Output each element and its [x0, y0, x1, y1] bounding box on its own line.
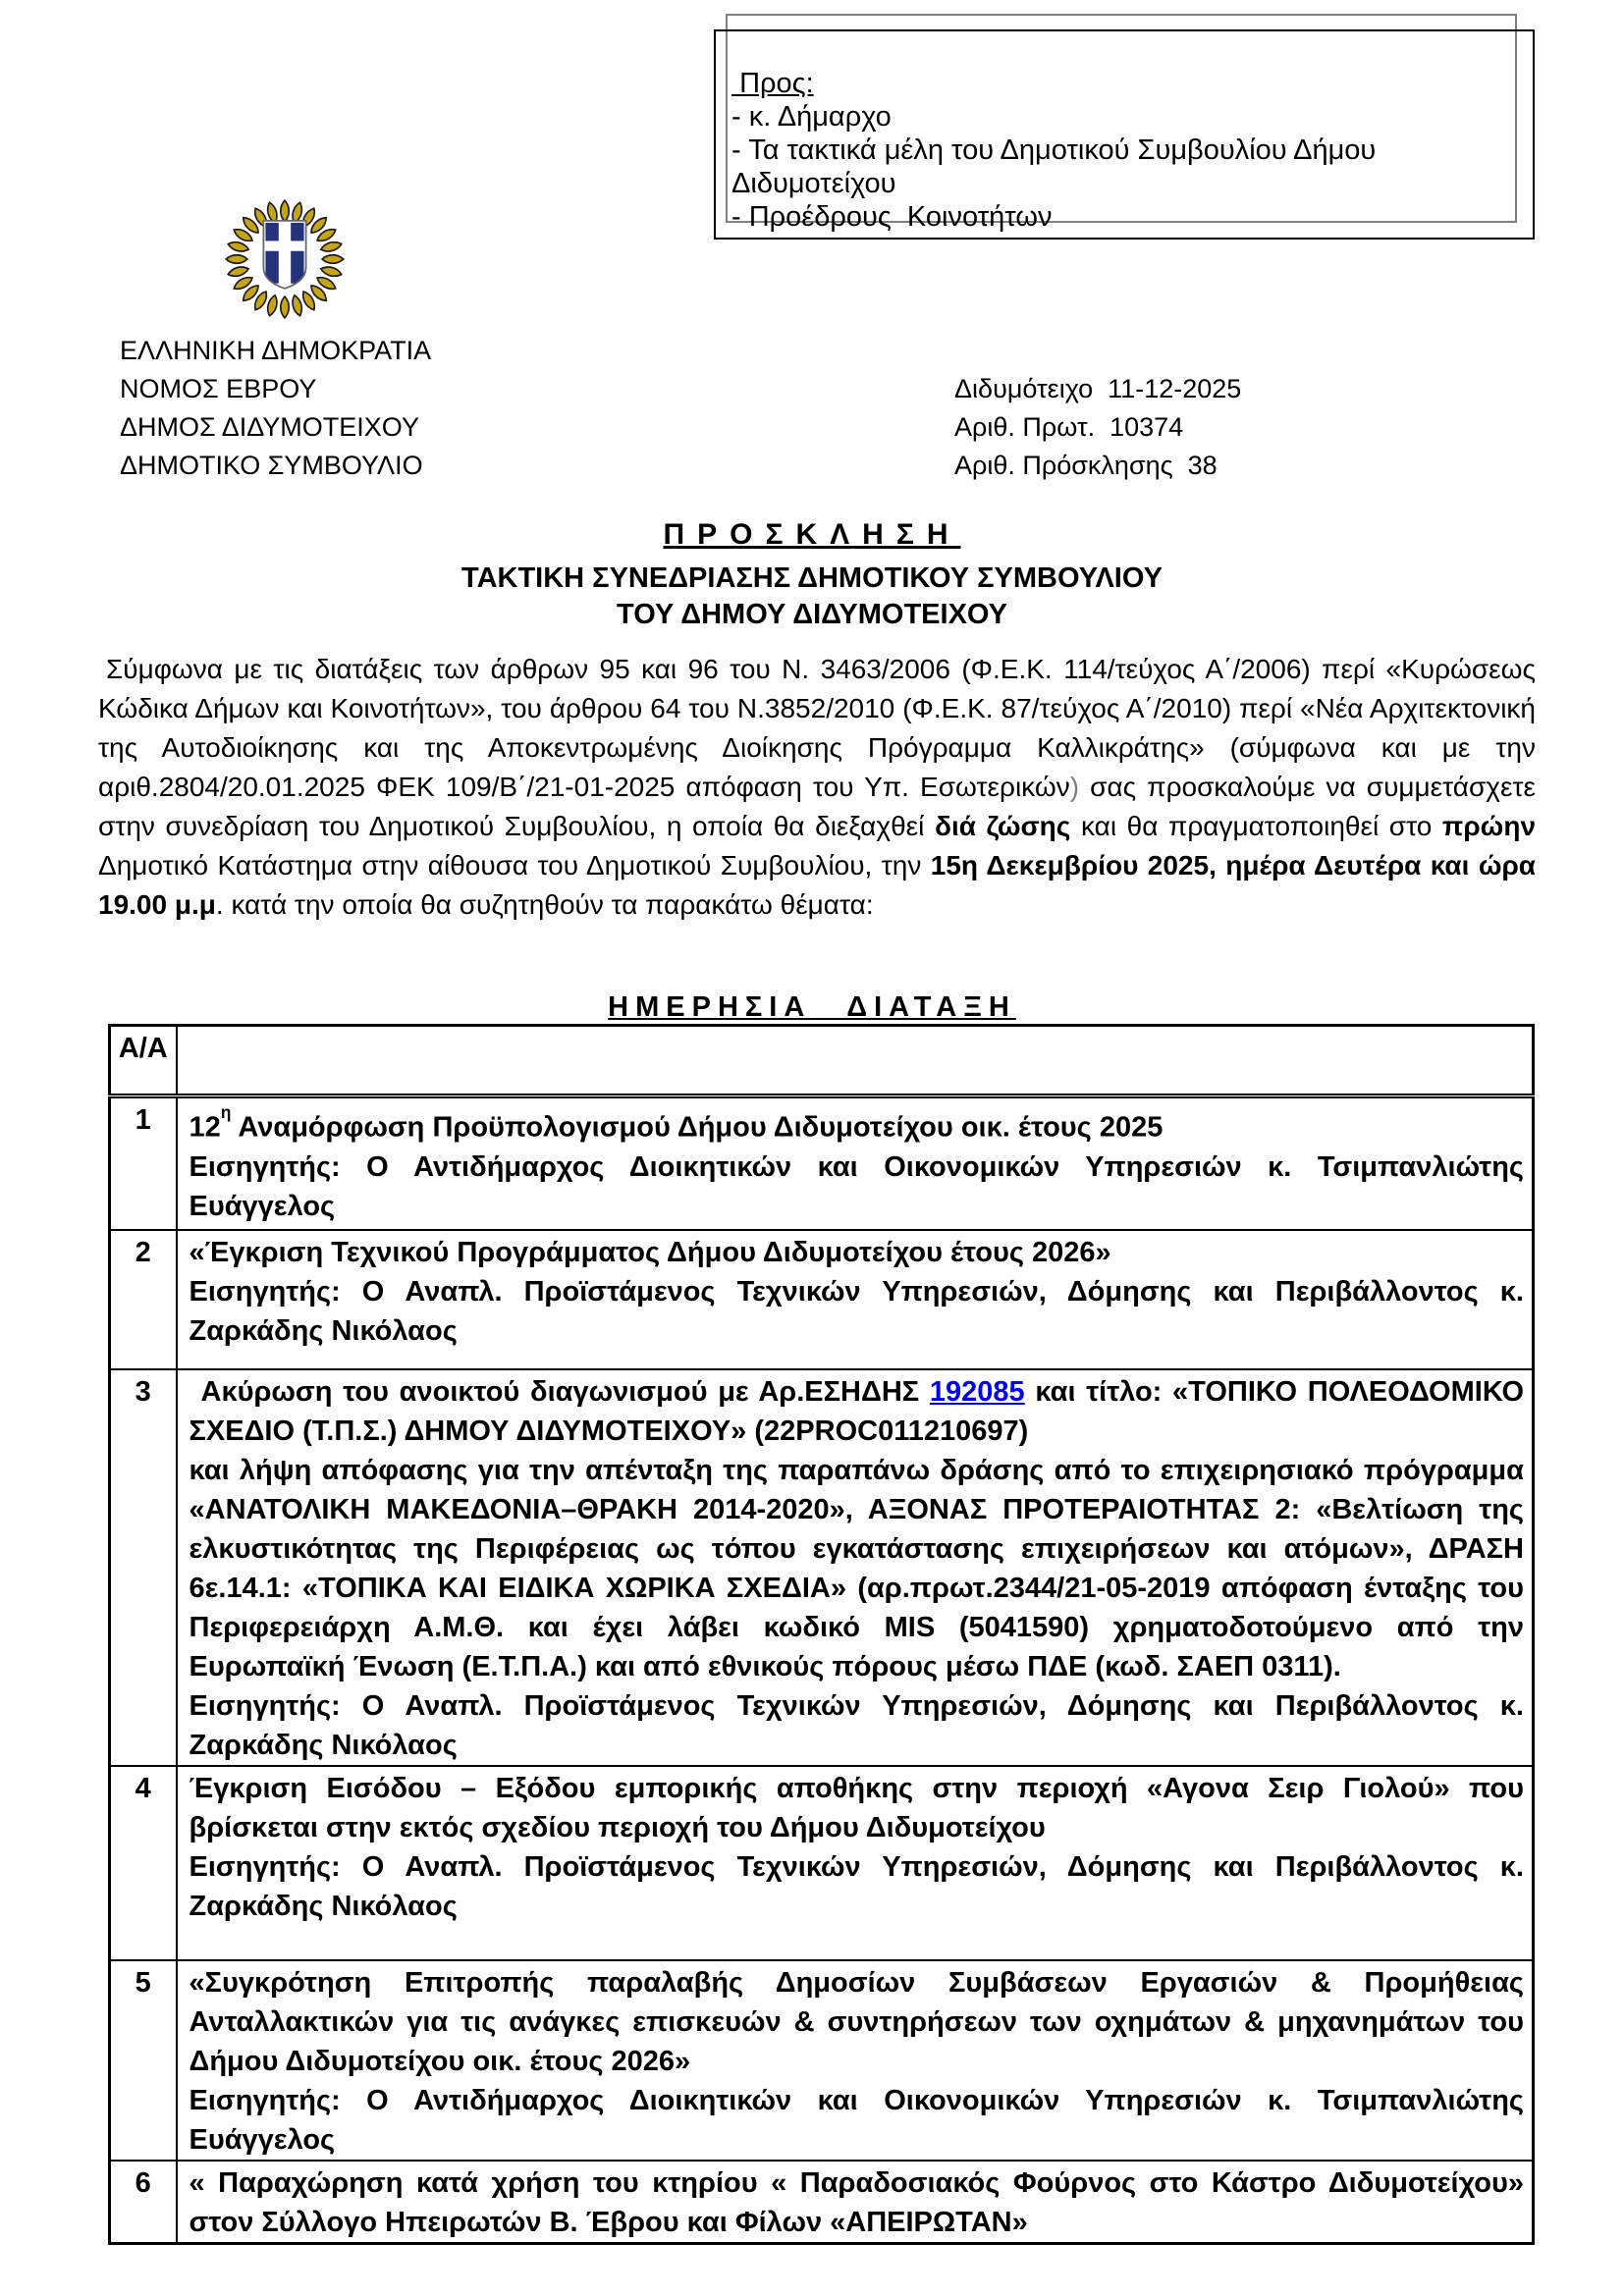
- org-line-prefecture: ΝΟΜΟΣ ΕΒΡΟΥ: [120, 374, 317, 403]
- agenda-item-title: Έγκριση Εισόδου – Εξόδου εμπορικής αποθήκης στην περιοχή «Αγονα Σειρ Γιολού» που βρίσκεται στην εκτός σχεδίου περιοχή του Δήμου Διδυμοτείχου: [189, 1772, 1524, 1843]
- agenda-item-number: 5: [110, 1960, 177, 2161]
- agenda-item-title-text: Αναμόρφωση Προϋπολογισμού Δήμου Διδυμοτείχου οικ. έτους 2025: [231, 1111, 1164, 1144]
- table-row: [110, 1230, 1534, 1369]
- agenda-item-cell: [177, 1960, 1534, 2161]
- document-title-text: ΠΡΟΣΚΛΗΣΗ: [663, 518, 961, 551]
- recipient-label-underlined: Προς:: [731, 68, 814, 99]
- intro-segment: Σύμφωνα με τις διατάξεις των άρθρων 95 και 96 του Ν. 3463/2006 (Φ.Ε.Κ. 114/τεύχος Α΄/2006) περί «Κυρώσεως Κώδικα Δήμων και Κοινοτήτων», του άρθρου 64 του Ν.3852/2010 (Φ.Ε.Κ. 87/τεύχος Α΄/2010) περί «Νέα Αρχιτεκτονική της Αυτοδιοίκησης και της Αποκεντρωμένης Διοίκησης Πρόγραμμα Καλλικράτης» (σύμφωνα και με την αριθ.2804/20.01.2025 ΦΕΚ 109/Β΄/21-01-2025 απόφαση του Υπ. Εσωτερικών: [98, 654, 1536, 802]
- org-line-republic: ΕΛΛΗΝΙΚΗ ΔΗΜΟΚΡΑΤΙΑ: [120, 336, 432, 365]
- recipient-box: [714, 29, 1535, 240]
- title-block: [0, 518, 1624, 633]
- agenda-item-title: «Συγκρότηση Επιτροπής παραλαβής Δημοσίων Συμβάσεων Εργασιών & Προμήθειας Ανταλλακτικών για τις ανάγκες επισκευών & συντηρήσεων των οχημάτων & μηχανημάτων του Δήμου Διδυμοτείχου οικ. έτους 2026»: [189, 1966, 1524, 2077]
- document-subtitle-municipality: ΤΟΥ ΔΗΜΟΥ ΔΙΔΥΜΟΤΕΙΧΟΥ: [617, 599, 1007, 630]
- agenda-item-title: « Παραχώρηση κατά χρήση του κτηρίου « Παραδοσιακός Φούρνος στο Κάστρο Διδυμοτείχου» στον Σύλλογο Ηπειρωτών Β. Έβρου και Φίλων «ΑΠΕΙΡΩΤΑΝ»: [189, 2166, 1524, 2238]
- agenda-item-number: 4: [110, 1766, 177, 1960]
- table-row: [110, 1369, 1534, 1766]
- table-row: [110, 2161, 1534, 2244]
- agenda-item-number: 3: [110, 1369, 177, 1766]
- intro-bold-datetime: 15η Δεκεμβρίου 2025, ημέρα Δευτέρα και ώρα 19.00 μ.μ: [98, 850, 1537, 920]
- recipient-line-mayor: - κ. Δήμαρχο: [731, 101, 892, 133]
- intro-segment: σας προσκαλούμε να συμμετάσχετε στην συνεδρίαση του Δημοτικού Συμβουλίου, η οποία θα διεξαχθεί: [98, 772, 1536, 841]
- recipient-label: [731, 67, 1519, 100]
- agenda-item-rapporteur: Εισηγητής: Ο Αντιδήμαρχος Διοικητικών και Οικονομικών Υπηρεσιών κ. Τσιμπανλιώτης Ευάγγελος: [189, 2084, 1524, 2156]
- org-line-council: ΔΗΜΟΤΙΚΟ ΣΥΜΒΟΥΛΙΟ: [120, 451, 423, 480]
- agenda-item-cell: [177, 2161, 1534, 2244]
- agenda-item-cell: [177, 1096, 1534, 1230]
- org-line-municipality: ΔΗΜΟΣ ΔΙΔΥΜΟΤΕΙΧΟΥ: [120, 412, 419, 442]
- agenda-item-rapporteur: Εισηγητής: Ο Αναπλ. Προϊστάμενος Τεχνικών Υπηρεσιών, Δόμησης και Περιβάλλοντος κ. Ζαρκάδης Νικόλαος: [189, 1275, 1524, 1347]
- esidis-number-link[interactable]: 192085: [929, 1375, 1025, 1408]
- place-date-line: Διδυμότειχο 11-12-2025: [954, 374, 1242, 403]
- intro-segment: και θα πραγματοποιηθεί στο: [1070, 811, 1442, 841]
- recipient-line-members: - Τα τακτικά μέλη του Δημοτικού Συμβουλίου Δήμου Διδυμοτείχου: [731, 134, 1382, 199]
- cross-shield: [263, 221, 305, 289]
- agenda-item-cell: [177, 1230, 1534, 1369]
- agenda-item-title: «Έγκριση Τεχνικού Προγράμματος Δήμου Διδυμοτείχου έτους 2026»: [189, 1236, 1111, 1268]
- greek-coat-of-arms-emblem: [224, 192, 346, 326]
- intro-grey-paren: ): [1069, 772, 1080, 802]
- agenda-item-number: 1: [110, 1096, 177, 1230]
- table-row: [110, 1766, 1534, 1960]
- agenda-item-rapporteur: Εισηγητής: Ο Αναπλ. Προϊστάμενος Τεχνικών Υπηρεσιών, Δόμησης και Περιβάλλοντος κ. Ζαρκάδης Νικόλαος: [189, 1850, 1524, 1922]
- table-row: [110, 1960, 1534, 2161]
- agenda-heading-text: ΗΜΕΡΗΣΙΑ ΔΙΑΤΑΞΗ: [608, 991, 1016, 1023]
- agenda-item-number: 2: [110, 1230, 177, 1369]
- agenda-item-rapporteur: Εισηγητής: Ο Αντιδήμαρχος Διοικητικών και Οικονομικών Υπηρεσιών κ. Τσιμπανλιώτης Ευάγγελος: [189, 1150, 1524, 1222]
- table-row: [110, 1096, 1534, 1230]
- agenda-header-row: [110, 1026, 1534, 1096]
- intro-bold-former: πρώην: [1441, 811, 1537, 841]
- intro-paragraph: [98, 650, 1536, 925]
- agenda-item-title: [189, 1100, 1525, 1148]
- agenda-item-rapporteur: Εισηγητής: Ο Αναπλ. Προϊστάμενος Τεχνικών Υπηρεσιών, Δόμησης και Περιβάλλοντος κ. Ζαρκάδης Νικόλαος: [189, 1689, 1524, 1761]
- document-subtitle-session: ΤΑΚΤΙΚΗ ΣΥΝΕΔΡΙΑΣΗΣ ΔΗΜΟΤΙΚΟΥ ΣΥΜΒΟΥΛΙΟΥ: [461, 562, 1163, 594]
- agenda-heading: [0, 991, 1624, 1024]
- agenda-item-cell: [177, 1369, 1534, 1766]
- agenda-table: [108, 1024, 1535, 2245]
- recipient-line-presidents: - Προέδρους Κοινοτήτων: [731, 201, 1053, 233]
- invitation-number-line: Αριθ. Πρόσκλησης 38: [954, 451, 1218, 480]
- intro-segment: . κατά την οποία θα συζητηθούν τα παρακάτω θέματα:: [215, 889, 874, 920]
- agenda-item-body: και λήψη απόφασης για την απένταξη της παραπάνω δράσης από το επιχειρησιακό πρόγραμμα «ΑΝΑΤΟΛΙΚΗ ΜΑΚΕΔΟΝΙΑ–ΘΡΑΚΗ 2014-2020», ΑΞΟΝΑΣ ΠΡΟΤΕΡΑΙΟΤΗΤΑΣ 2: «Βελτίωση της ελκυστικότητας της Περιφέρειας ως τόπου εγκατάστασης επιχειρήσεων και ατόμων», ΔΡΑΣΗ 6ε.14.1: «ΤΟΠΙΚΑ ΚΑΙ ΕΙΔΙΚΑ ΧΩΡΙΚΑ ΣΧΕΔΙΑ» (αρ.πρωτ.2344/21-05-2019 απόφαση ένταξης του Περιφερειάρχη Α.Μ.Θ. και έχει λάβει κωδικό MIS (5041590) χρηματοδοτούμενο από την Ευρωπαϊκή Ένωση (Ε.Τ.Π.Α.) και από εθνικούς πόρους μέσω ΠΔΕ (κωδ. ΣΑΕΠ 0311).: [189, 1454, 1524, 1682]
- document-title: [0, 518, 1624, 552]
- protocol-number-line: Αριθ. Πρωτ. 10374: [954, 412, 1184, 442]
- agenda-item-title-text: Ακύρωση του ανοικτού διαγωνισμού με Αρ.ΕΣΗΔΗΣ: [200, 1375, 930, 1408]
- agenda-item-cell: [177, 1766, 1534, 1960]
- agenda-item-number: 6: [110, 2161, 177, 2244]
- document-meta-block: [954, 370, 1241, 485]
- agenda-col-header: Α/Α: [110, 1026, 177, 1096]
- intro-segment: Δημοτικό Κατάστημα στην αίθουσα του Δημοτικού Συμβουλίου, την: [98, 850, 931, 881]
- agenda-item-title-text: και τίτλο: «ΤΟΠΙΚΟ ΠΟΛΕΟΔΟΜΙΚΟ ΣΧΕΔΙΟ (Τ.Π.Σ.) ΔΗΜΟΥ ΔΙΔΥΜΟΤΕΙΧΟΥ» (22PROC011210697): [189, 1375, 1525, 1447]
- agenda-header-empty-cell: [177, 1026, 1534, 1096]
- agenda-item-title-number: 12: [189, 1111, 221, 1144]
- agenda-item-title: [189, 1372, 1525, 1451]
- issuer-block: [120, 332, 431, 485]
- agenda-item-title-ordinal: η: [220, 1102, 232, 1123]
- intro-bold-in-person: διά ζώσης: [934, 811, 1071, 841]
